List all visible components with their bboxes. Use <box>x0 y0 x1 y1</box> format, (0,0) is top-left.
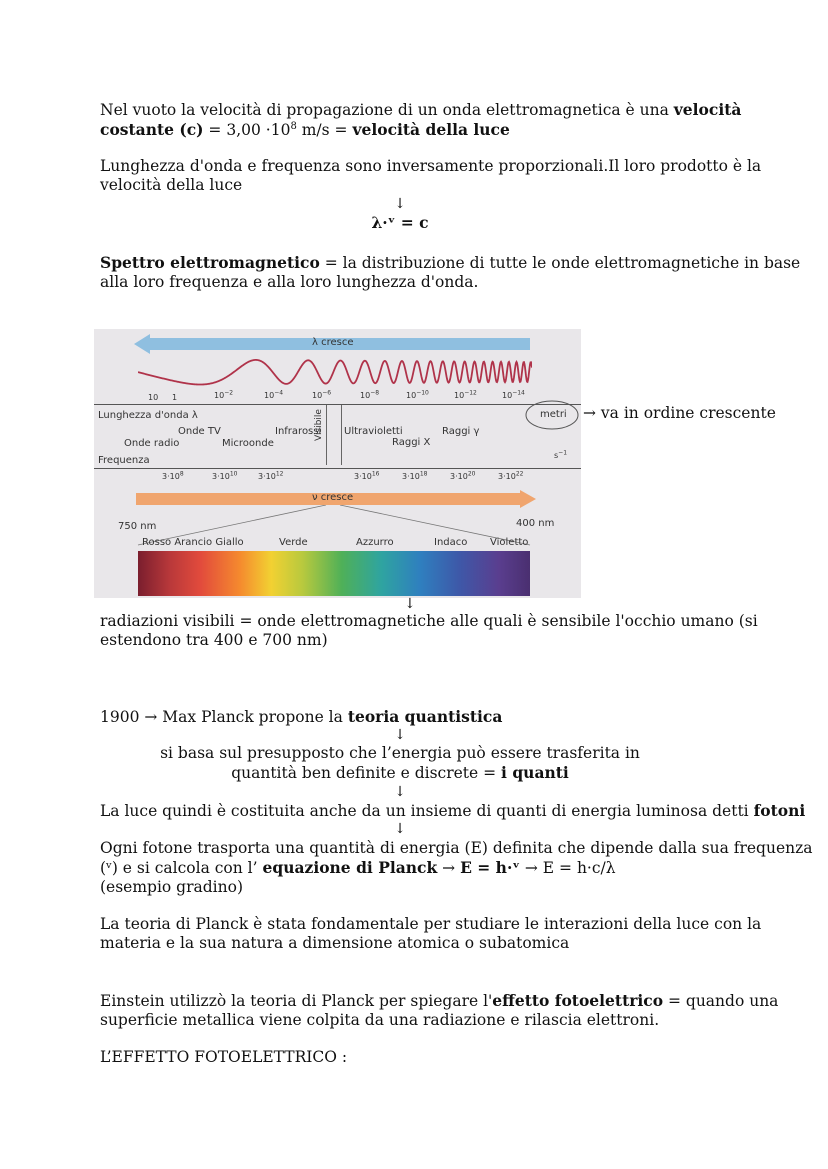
wave-icon <box>138 355 532 389</box>
unit-s: $s^{-1}$ <box>554 449 568 460</box>
freq-tick: $3\cdot 10^{20}$ <box>450 470 476 481</box>
freq-tick: $3\cdot 10^{22}$ <box>498 470 524 481</box>
region-onde-radio: Onde radio <box>124 438 180 449</box>
color-azzurro: Azzurro <box>356 537 394 548</box>
nu-cresce-label: ν cresce <box>312 492 354 503</box>
color-violetto: Violetto <box>490 537 529 548</box>
wl-tick: $10^{-2}$ <box>214 389 234 400</box>
color-verde: Verde <box>279 537 308 548</box>
planck-equation-paragraph: Ogni fotone trasporta una quantità di energia (E) definita che dipende dalla sua frequenza (ᵛ) e si calcola con l’ equazione di Planck → E = h·ᵛ → E = h·c/λ (esempio gradino) <box>100 839 813 896</box>
paragraph-inverse-proportion: Lunghezza d'onda e frequenza sono inversamente proporzionali.Il loro prodotto è la velocità della luce <box>100 157 762 194</box>
paragraph-spectrum-definition: Spettro elettromagnetico = la distribuzione di tutte le onde elettromagnetiche in base alla loro frequenza e alla loro lunghezza d'onda. <box>100 253 801 291</box>
freq-tick: $3\cdot 10^{16}$ <box>354 470 380 481</box>
heading-effetto-fotoelettrico: L’EFFETTO FOTOELETTRICO : <box>100 1048 348 1066</box>
region-onde-tv: Onde TV <box>178 426 221 437</box>
frequency-axis-line <box>94 468 581 469</box>
planck-intro: 1900 → Max Planck propone la teoria quantistica <box>100 707 503 726</box>
wl-tick: 10 <box>148 393 159 402</box>
region-ultravioletti: Ultravioletti <box>344 426 403 437</box>
paragraph-einstein: Einstein utilizzò la teoria di Planck per spiegare l'effetto fotoelettrico = quando una superficie metallica viene colpita da una radiazione e rilascia elettroni. <box>100 991 779 1029</box>
paragraph-planck-importance: La teoria di Planck è stata fondamentale per studiare le interazioni della luce con la materia e la sua natura a dimensione atomica o subatomica <box>100 915 762 952</box>
down-arrow-icon: ↓ <box>394 727 406 743</box>
circle-annotation-icon <box>524 399 580 431</box>
down-arrow-icon: ↓ <box>394 196 406 212</box>
visible-label: Visibile <box>314 409 324 441</box>
down-arrow-icon: ↓ <box>394 821 406 837</box>
color-rosso-arancio-giallo: Rosso Arancio Giallo <box>142 537 244 548</box>
freq-tick: $3\cdot 10^{10}$ <box>212 470 238 481</box>
paragraph-light-speed: Nel vuoto la velocità di propagazione di un onda elettromagnetica è una velocità costante $(c) = 3,00 \cdot 10^8$ m/s = velocità della luce <box>100 100 742 139</box>
wl-tick: $10^{-6}$ <box>312 389 332 400</box>
region-raggi-x: Raggi X <box>392 437 431 448</box>
formula-lambda-nu: λ·ᵛ = c <box>371 213 429 232</box>
frequency-label: Frequenza <box>98 455 150 466</box>
wl-tick: $10^{-4}$ <box>264 389 284 400</box>
region-raggi-gamma: Raggi γ <box>442 426 480 437</box>
visible-spectrum-bar <box>138 551 530 596</box>
wl-tick: $10^{-14}$ <box>502 389 525 400</box>
color-indaco: Indaco <box>434 537 468 548</box>
wl-tick: $10^{-12}$ <box>454 389 477 400</box>
annotation-order: → va in ordine crescente <box>583 404 776 422</box>
wl-tick: $10^{-8}$ <box>360 389 380 400</box>
wl-tick: $10^{-10}$ <box>406 389 429 400</box>
planck-quanta-text: si basa sul presupposto che l’energia può essere trasferita in quantità ben definite e discrete = i quanti <box>160 744 640 782</box>
region-infrarossi: Infrarossi <box>275 426 322 437</box>
freq-tick: $3\cdot 10^{12}$ <box>258 470 284 481</box>
down-arrow-icon: ↓ <box>404 596 416 612</box>
planck-photons: La luce quindi è costituita anche da un insieme di quanti di energia luminosa detti fotoni <box>100 801 806 820</box>
freq-tick: $3\cdot 10^{18}$ <box>402 470 428 481</box>
wl-tick: 1 <box>172 393 178 402</box>
paragraph-visible-radiation: radiazioni visibili = onde elettromagnetiche alle quali è sensibile l'occhio umano (si estendono tra 400 e 700 nm) <box>100 612 758 649</box>
label-400nm: 400 nm <box>516 518 555 529</box>
visible-band <box>326 405 342 465</box>
lambda-cresce-label: λ cresce <box>312 337 354 348</box>
unit-metri: metri <box>540 409 567 420</box>
region-microonde: Microonde <box>222 438 274 449</box>
down-arrow-icon: ↓ <box>394 784 406 800</box>
freq-tick: $3\cdot 10^8$ <box>162 470 184 481</box>
electromagnetic-spectrum-figure <box>94 329 581 598</box>
label-750nm: 750 nm <box>118 521 157 532</box>
wavelength-label: Lunghezza d'onda λ <box>98 410 198 421</box>
